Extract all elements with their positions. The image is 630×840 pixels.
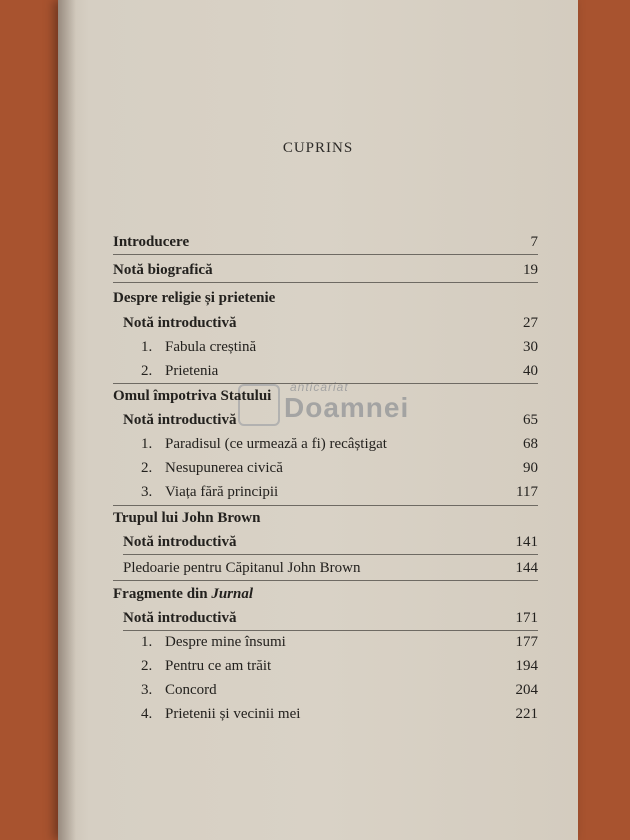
toc-entry-page: 90 [523, 460, 538, 476]
toc-entry-label: Concord [165, 682, 217, 698]
toc-entry-number: 3. [141, 484, 153, 500]
toc-entry-page: 19 [523, 262, 538, 278]
toc-entry-label: Despre mine însumi [165, 634, 286, 650]
toc-entry-label: Viața fără principii [165, 484, 279, 500]
toc-entry [123, 532, 538, 552]
toc-entry [141, 482, 538, 502]
toc-entry-number: 4. [141, 706, 153, 722]
toc-section-label: Fragmente din [113, 586, 212, 602]
toc-entry [141, 361, 538, 381]
divider [113, 505, 538, 506]
toc-entry-label: Pentru ce am trăit [165, 658, 272, 674]
divider [113, 383, 538, 384]
toc-entry-page: 141 [515, 534, 538, 550]
toc-section-label: Despre religie și prietenie [113, 290, 276, 306]
toc-entry [141, 434, 538, 454]
toc-entry [113, 232, 538, 252]
divider [113, 580, 538, 581]
page-title: CUPRINS [282, 140, 354, 156]
toc-entry-number: 1. [141, 634, 153, 650]
toc-section-heading [113, 386, 538, 406]
divider [123, 554, 538, 555]
toc-entry-number: 2. [141, 658, 153, 674]
toc-entry-number: 1. [141, 339, 153, 355]
toc-entry [141, 656, 538, 676]
toc-entry-label: Notă biografică [113, 262, 213, 278]
toc-section-label-italic: Jurnal [211, 586, 254, 602]
toc-entry-label: Notă introductivă [123, 534, 237, 550]
toc-entry-number: 3. [141, 682, 153, 698]
toc-entry-label: Fabula creștină [165, 339, 257, 355]
toc-entry-page: 30 [523, 339, 538, 355]
toc-entry-label: Prietenia [165, 363, 219, 379]
toc-entry-number: 2. [141, 363, 153, 379]
toc-entry-page: 171 [515, 610, 538, 626]
toc-entry [123, 313, 538, 333]
toc-entry-page: 117 [516, 484, 538, 500]
toc-entry-page: 194 [515, 658, 538, 674]
toc-entry-label: Paradisul (ce urmează a fi) recâștigat [165, 436, 387, 452]
toc-entry-page: 7 [530, 234, 538, 250]
toc-entry-number: 2. [141, 460, 153, 476]
toc-entry-label: Prietenii și vecinii mei [165, 706, 301, 722]
toc-entry [123, 608, 538, 628]
toc-entry-page: 68 [523, 436, 538, 452]
toc-entry-page: 40 [523, 363, 538, 379]
divider [113, 282, 538, 283]
toc-entry-page: 221 [515, 706, 538, 722]
page-gutter-shadow [58, 0, 76, 840]
toc-entry [141, 632, 538, 652]
toc-entry [123, 558, 538, 578]
toc-section-heading [113, 508, 538, 528]
toc-entry-label: Notă introductivă [123, 610, 237, 626]
toc-entry [141, 680, 538, 700]
toc-entry [141, 458, 538, 478]
toc-section-label: Trupul lui John Brown [113, 510, 261, 526]
divider [123, 630, 538, 631]
toc-section-heading [113, 288, 538, 308]
toc-entry-page: 27 [523, 315, 538, 331]
toc-entry-page: 65 [523, 412, 538, 428]
toc-entry [141, 704, 538, 724]
watermark-small-text: anticariat [290, 380, 349, 394]
toc-entry-page: 177 [515, 634, 538, 650]
toc-entry-label: Notă introductivă [123, 315, 237, 331]
toc-entry-label: Nesupunerea civică [165, 460, 283, 476]
divider [113, 254, 538, 255]
toc-entry-label: Notă introductivă [123, 412, 237, 428]
toc-entry [123, 410, 538, 430]
watermark-big-text: Doamnei [284, 392, 410, 423]
toc-entry [141, 337, 538, 357]
book-page [58, 0, 578, 840]
toc-entry-page: 204 [515, 682, 538, 698]
toc-entry-label: Introducere [113, 234, 190, 250]
toc-section-heading [113, 584, 538, 604]
toc-section-label: Omul împotriva Statului [113, 388, 272, 404]
toc-entry-number: 1. [141, 436, 153, 452]
toc-entry [113, 260, 538, 280]
toc-entry-label: Pledoarie pentru Căpitanul John Brown [123, 560, 361, 576]
toc-entry-page: 144 [515, 560, 538, 576]
